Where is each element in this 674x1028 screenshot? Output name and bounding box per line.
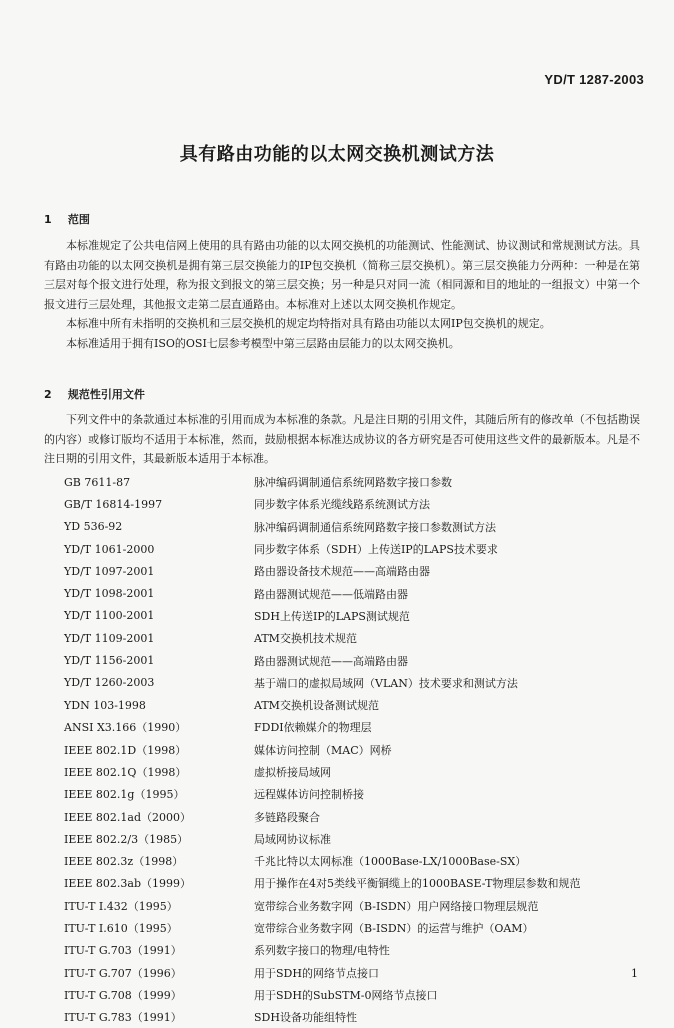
section-2-title: 规范性引用文件 [67,388,145,401]
reference-title: SDH上传送IP的LAPS测试规范 [254,609,410,623]
reference-item [64,828,644,850]
reference-item [64,1006,644,1028]
reference-title: 脉冲编码调制通信系统网路数字接口参数测试方法 [254,520,496,534]
reference-item [64,895,644,917]
section-1-paragraph: 本标准适用于拥有ISO的OSI七层参考模型中第三层路由层能力的以太网交换机。 [66,336,460,350]
reference-code: YD/T 1109-2001 [64,631,155,645]
reference-item [64,917,644,939]
section-1-body [44,236,640,353]
reference-item [64,805,644,827]
reference-item [64,516,644,538]
reference-code: YD/T 1260-2003 [64,676,155,690]
section-2-intro-text: 下列文件中的条款通过本标准的引用而成为本标准的条款。凡是注日期的引用文件，其随后所有的修改单（不包括勘误的内容）或修订版均不适用于本标准，然而，鼓励根据本标准达成协议的各方研究是否可使用这些文件的最新版本。凡是不注日期的引用文件，其最新版本适用于本标准。 [44,413,640,465]
reference-title: ATM交换机设备测试规范 [254,699,379,713]
section-1-paragraph: 本标准规定了公共电信网上使用的具有路由功能的以太网交换机的功能测试、性能测试、协议测试和常规测试方法。具有路由功能的以太网交换机是拥有第三层交换能力的IP包交换机（简称三层交换机）。第三层交换能力分两种：一种是在第三层对每个报文进行处理，称为报文到报文的第三层交换；另一种是只对同一流（相同源和目的地址的一组报文）中第一个报文进行三层处理，其他报文走第二层直通路由。本标准对上述以太网交换机作规定。 [44,239,640,311]
reference-item [64,716,644,738]
reference-title: 同步数字体系光缆线路系统测试方法 [254,498,430,512]
reference-title: 千兆比特以太网标准（1000Base-LX/1000Base-SX） [254,855,527,869]
reference-item [64,471,644,493]
section-2-intro [44,410,640,469]
document-title: 具有路由功能的以太网交换机测试方法 [179,144,495,165]
reference-code: GB/T 16814-1997 [64,497,163,511]
reference-title: 局域网协议标准 [254,832,331,846]
reference-title: 路由器测试规范——低端路由器 [254,587,408,601]
section-1-title: 范围 [67,213,90,226]
reference-title: 虚拟桥接局域网 [254,766,331,779]
reference-code: YD/T 1098-2001 [64,587,155,601]
reference-code: IEEE 802.3ab（1999） [64,877,192,891]
reference-item [64,783,644,805]
reference-title: 同步数字体系（SDH）上传送IP的LAPS技术要求 [254,543,498,557]
reference-title: 宽带综合业务数字网（B-ISDN）用户网络接口物理层规范 [254,899,539,913]
section-1-paragraph: 本标准中所有未指明的交换机和三层交换机的规定均特指对具有路由功能以太网IP包交换机的规定。 [66,317,551,330]
reference-code: ITU-T I.610（1995） [64,922,178,936]
reference-title: 路由器设备技术规范——高端路由器 [254,565,430,579]
reference-item [64,850,644,872]
reference-list [64,471,644,1028]
reference-code: YD/T 1100-2001 [64,609,155,623]
reference-item [64,761,644,783]
reference-code: ITU-T G.703（1991） [64,944,182,958]
reference-code: IEEE 802.1ad（2000） [64,810,192,824]
reference-item [64,739,644,761]
reference-item [64,605,644,627]
reference-title: 多链路段聚合 [254,810,320,824]
section-1-heading [44,211,90,227]
reference-item [64,672,644,694]
reference-title: 宽带综合业务数字网（B-ISDN）的运营与维护（OAM） [254,922,534,936]
reference-item [64,872,644,894]
section-1-number: 1 [44,213,52,226]
reference-code: YD/T 1061-2000 [64,542,155,556]
reference-code: YDN 103-1998 [64,698,146,712]
reference-code: ITU-T G.708（1999） [64,988,182,1002]
reference-code: GB 7611-87 [64,475,131,489]
reference-code: ANSI X3.166（1990） [64,721,187,735]
reference-item [64,694,644,716]
reference-item [64,627,644,649]
reference-code: IEEE 802.1D（1998） [64,743,187,757]
reference-item [64,962,644,984]
reference-code: YD/T 1156-2001 [64,654,155,668]
reference-title: 用于SDH的网络节点接口 [254,966,379,980]
reference-title: 远程媒体访问控制桥接 [254,788,364,802]
reference-item [64,560,644,582]
reference-title: FDDI依赖媒介的物理层 [254,721,372,735]
reference-title: 用于操作在4对5类线平衡铜缆上的1000BASE-T物理层参数和规范 [254,877,581,891]
reference-title: 路由器测试规范——高端路由器 [254,654,408,668]
reference-code: IEEE 802.2/3（1985） [64,832,189,846]
reference-item [64,649,644,671]
reference-title: 系列数字接口的物理/电特性 [254,944,390,958]
reference-code: ITU-T I.432（1995） [64,899,178,913]
standard-number: YD/T 1287-2003 [544,72,644,87]
section-2-heading [44,386,145,402]
reference-item [64,538,644,560]
reference-code: ITU-T G.783（1991） [64,1011,182,1025]
section-2-number: 2 [44,388,52,401]
reference-item [64,984,644,1006]
reference-title: 用于SDH的SubSTM-0网络节点接口 [254,988,438,1002]
reference-title: SDH设备功能组特性 [254,1011,357,1025]
reference-code: YD 536-92 [64,520,123,534]
reference-item [64,493,644,515]
reference-code: IEEE 802.3z（1998） [64,855,184,869]
page-number: 1 [631,967,638,980]
reference-title: 媒体访问控制（MAC）网桥 [254,743,392,757]
reference-item [64,582,644,604]
reference-code: ITU-T G.707（1996） [64,966,182,980]
reference-title: 脉冲编码调制通信系统网路数字接口参数 [254,476,452,490]
reference-code: IEEE 802.1Q（1998） [64,766,187,779]
reference-code: YD/T 1097-2001 [64,564,155,578]
reference-title: 基于端口的虚拟局域网（VLAN）技术要求和测试方法 [254,676,518,690]
reference-title: ATM交换机技术规范 [254,632,357,646]
reference-item [64,939,644,961]
reference-code: IEEE 802.1g（1995） [64,788,185,802]
